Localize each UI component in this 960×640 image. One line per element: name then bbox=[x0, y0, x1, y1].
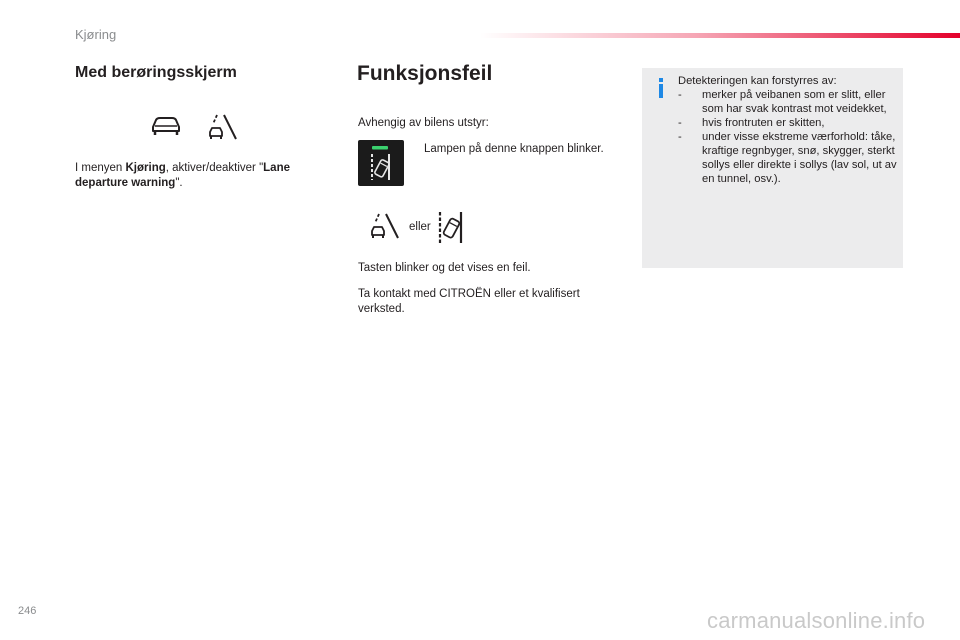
lane-departure-icon bbox=[367, 212, 403, 240]
info-intro: Detekteringen kan forstyrres av: bbox=[678, 75, 837, 87]
lane-warning-button-icon bbox=[436, 209, 468, 245]
menu-suffix: ". bbox=[175, 177, 183, 189]
or-label: eller bbox=[409, 221, 431, 233]
lane-warning-button bbox=[358, 140, 404, 186]
car-icon bbox=[150, 116, 182, 138]
touchscreen-heading: Med berøringsskjerm bbox=[75, 64, 237, 81]
menu-instruction bbox=[75, 161, 320, 191]
info-icon bbox=[656, 78, 666, 98]
list-item-text: merker på veibanen som er slitt, eller som har svak kontrast mot veidekket, bbox=[702, 89, 887, 115]
lane-warning-button-icon bbox=[358, 140, 404, 186]
menu-name: Kjøring bbox=[125, 162, 166, 174]
section-label: Kjøring bbox=[75, 27, 117, 42]
menu-prefix: I menyen bbox=[75, 162, 126, 174]
menu-middle: , aktiver/deaktiver " bbox=[165, 162, 264, 174]
equipment-note: Avhengig av bilens utstyr: bbox=[358, 117, 489, 129]
info-box bbox=[642, 68, 903, 268]
list-dash: - bbox=[678, 131, 682, 143]
list-item bbox=[678, 88, 900, 116]
page-number: 246 bbox=[18, 605, 37, 617]
lamp-flashes-text: Lampen på denne knappen blinker. bbox=[424, 143, 604, 155]
list-item bbox=[678, 116, 900, 130]
header-rule bbox=[480, 33, 960, 38]
list-dash: - bbox=[678, 89, 682, 101]
list-item bbox=[678, 130, 900, 186]
fault-displayed-text: Tasten blinker og det vises en feil. bbox=[358, 262, 531, 274]
contact-dealer-text: Ta kontakt med CITROËN eller et kvalifisert verksted. bbox=[358, 288, 580, 315]
function-name: Lane departure warning bbox=[75, 162, 290, 189]
lane-departure-icon bbox=[205, 113, 241, 141]
list-dash: - bbox=[678, 117, 682, 129]
fault-heading: Funksjonsfeil bbox=[357, 62, 493, 85]
list-item-text: hvis frontruten er skitten, bbox=[702, 117, 825, 129]
list-item-text: under visse ekstreme værforhold: tåke, kraftige regnbyger, snø, skygger, sterkt sollys eller direkte i sollys (lav sol, ut av en tunnel, osv.). bbox=[702, 131, 897, 185]
watermark: carmanualsonline.info bbox=[707, 608, 926, 633]
